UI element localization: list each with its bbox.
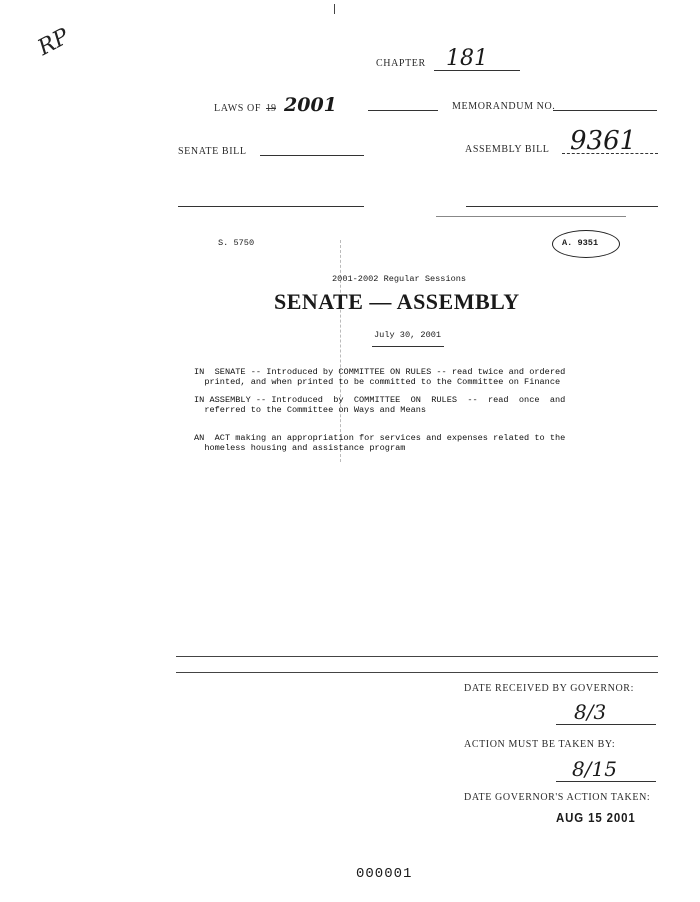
laws-of-label: LAWS OF — [214, 103, 262, 114]
date-rule — [372, 346, 444, 347]
assembly-intro-line-1: IN ASSEMBLY -- Introduced by COMMITTEE ON RULES -- read once and — [194, 395, 566, 405]
bill-date: July 30, 2001 — [374, 330, 442, 340]
footer-rule-1 — [176, 656, 658, 657]
action-deadline-line — [556, 781, 656, 782]
chapter-field — [434, 46, 520, 71]
session-text: 2001-2002 Regular Sessions — [332, 274, 467, 284]
senate-intro-line-1: IN SENATE -- Introduced by COMMITTEE ON RULES -- read twice and ordered — [194, 367, 566, 377]
date-received-label: DATE RECEIVED BY GOVERNOR: — [464, 683, 634, 694]
laws-blank-line — [368, 110, 438, 111]
memorandum-field — [553, 110, 657, 111]
action-deadline-value: 8/15 — [572, 757, 617, 781]
senate-intro-line-2: printed, and when printed to be committed to the Committee on Finance — [194, 377, 561, 387]
date-received-line — [556, 724, 656, 725]
act-title-line-1: AN ACT making an appropriation for services and expenses related to the — [194, 433, 566, 443]
assembly-bill-label: ASSEMBLY BILL — [465, 144, 550, 155]
blank-line-left — [178, 206, 364, 207]
assembly-bill-value: 9361 — [570, 126, 637, 156]
memorandum-label: MEMORANDUM NO. — [452, 101, 556, 112]
senate-bill-field — [260, 155, 364, 156]
senate-assembly-heading: SENATE — ASSEMBLY — [274, 289, 520, 314]
act-title-line-2: homeless housing and assistance program — [194, 443, 406, 453]
date-received-value: 8/3 — [574, 700, 607, 724]
scan-mark — [334, 4, 335, 14]
action-taken-label: DATE GOVERNOR'S ACTION TAKEN: — [464, 792, 651, 803]
action-deadline-label: ACTION MUST BE TAKEN BY: — [464, 739, 616, 750]
footer-rule-2 — [176, 672, 658, 673]
blank-line-right — [466, 206, 658, 207]
senate-bill-label: SENATE BILL — [178, 146, 247, 157]
laws-of-value: 2001 — [284, 94, 337, 116]
laws-of-struck: 19 — [266, 103, 276, 114]
assembly-number: A. 9351 — [562, 238, 599, 248]
action-taken-stamp: AUG 15 2001 — [556, 810, 636, 825]
senate-number: S. 5750 — [218, 238, 255, 248]
margin-initials: RP — [33, 24, 74, 61]
page-number: 000001 — [356, 866, 413, 882]
chapter-label: CHAPTER — [376, 58, 426, 69]
chapter-value: 181 — [446, 46, 488, 71]
blank-line-right-2 — [436, 216, 626, 217]
assembly-intro-line-2: referred to the Committee on Ways and Means — [194, 405, 427, 415]
